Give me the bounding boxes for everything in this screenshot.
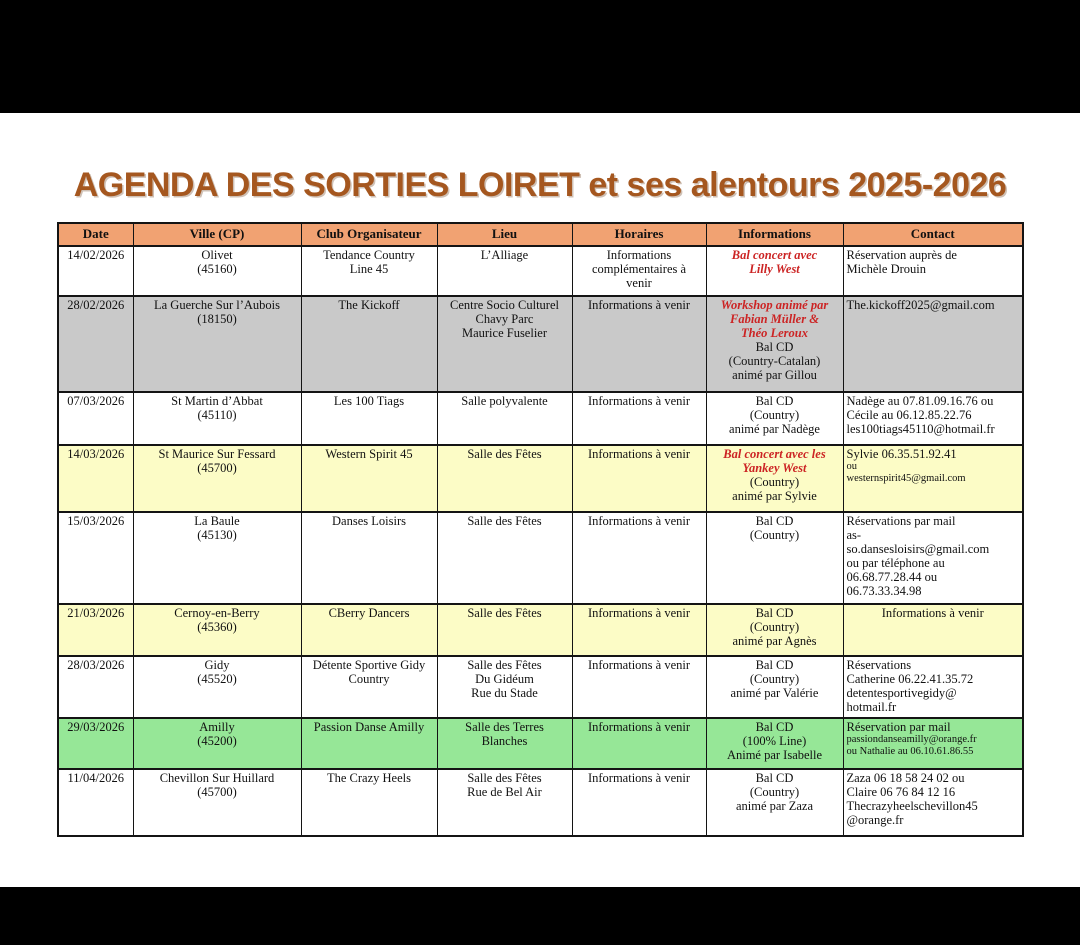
text-line: Claire 06 76 84 12 16 xyxy=(846,784,956,799)
cell-infos xyxy=(706,296,843,392)
cell-lieu xyxy=(437,392,572,445)
text-line: The.kickoff2025@gmail.com xyxy=(846,297,995,312)
page-title: AGENDA DES SORTIES LOIRET et ses alentours 2025-2026 xyxy=(73,166,1007,204)
text-line: 28/02/2026 xyxy=(67,297,125,312)
text-line: hotmail.fr xyxy=(846,699,897,714)
cell-horaires xyxy=(572,512,706,604)
cell-club xyxy=(301,512,437,604)
text-line: 06.73.33.34.98 xyxy=(846,583,922,598)
cell-contact xyxy=(843,296,1023,392)
cell-date xyxy=(58,296,133,392)
cell-contact xyxy=(843,604,1023,656)
text-line: animé par Agnès xyxy=(732,633,817,648)
text-line: Passion Danse Amilly xyxy=(313,719,425,734)
cell-lieu xyxy=(437,445,572,512)
text-line: (45520) xyxy=(197,671,237,686)
cell-ville xyxy=(133,604,301,656)
text-line: @orange.fr xyxy=(846,812,904,827)
letterbox-top-bar xyxy=(0,0,1080,113)
cell-contact xyxy=(843,445,1023,512)
cell-club xyxy=(301,769,437,836)
cell-lieu xyxy=(437,718,572,769)
text-line: ou par téléphone au xyxy=(846,555,945,570)
cell-ville xyxy=(133,296,301,392)
text-line: 07/03/2026 xyxy=(67,393,125,408)
text-line: 21/03/2026 xyxy=(67,605,125,620)
text-line: (45700) xyxy=(197,460,237,475)
text-line: Western Spirit 45 xyxy=(325,446,413,461)
cell-date xyxy=(58,656,133,718)
table-row xyxy=(58,718,1023,769)
text-line: Salle des Fêtes xyxy=(467,657,542,672)
cell-ville xyxy=(133,512,301,604)
text-line: passiondanseamilly@orange.fr xyxy=(846,733,977,745)
text-line: Réservations par mail xyxy=(846,513,956,528)
text-line: Chevillon Sur Huillard xyxy=(159,770,275,785)
cell-date xyxy=(58,718,133,769)
text-line: complémentaires à xyxy=(591,261,687,276)
highlight-text-line: Fabian Müller & xyxy=(730,311,819,326)
letterbox-bottom-bar xyxy=(0,887,1080,945)
text-line: Bal CD xyxy=(755,513,794,528)
table-row xyxy=(58,604,1023,656)
text-line: detentesportivegidy@ xyxy=(846,685,957,700)
text-line: 15/03/2026 xyxy=(67,513,125,528)
text-line: Informations à venir xyxy=(587,297,691,312)
table-row xyxy=(58,656,1023,718)
text-line: Olivet xyxy=(201,247,233,262)
document-page xyxy=(0,113,1080,887)
text-line: The Kickoff xyxy=(338,297,400,312)
text-line: (Country-Catalan) xyxy=(728,353,821,368)
text-line: Bal CD xyxy=(755,657,794,672)
cell-horaires xyxy=(572,718,706,769)
text-line: Les 100 Tiags xyxy=(333,393,405,408)
text-line: animé par Sylvie xyxy=(732,488,817,503)
highlight-text-line: Bal concert avec xyxy=(731,247,818,262)
text-line: (45130) xyxy=(197,527,237,542)
text-line: (Country) xyxy=(749,671,800,686)
text-line: CBerry Dancers xyxy=(328,605,410,620)
text-line: Bal CD xyxy=(755,393,794,408)
text-line: Réservation par mail xyxy=(846,719,951,734)
cell-club xyxy=(301,246,437,296)
text-line: La Baule xyxy=(194,513,240,528)
cell-infos xyxy=(706,656,843,718)
text-line: Maurice Fuselier xyxy=(461,325,548,340)
cell-ville xyxy=(133,445,301,512)
text-line: animé par Valérie xyxy=(730,685,819,700)
text-line: Informations à venir xyxy=(587,605,691,620)
text-line: Blanches xyxy=(481,733,528,748)
cell-club xyxy=(301,718,437,769)
text-line: ou Nathalie au 06.10.61.86.55 xyxy=(846,745,974,757)
column-header: Ville (CP) xyxy=(133,223,301,246)
text-line: (Country) xyxy=(749,527,800,542)
cell-contact xyxy=(843,392,1023,445)
text-line: animé par Zaza xyxy=(735,798,814,813)
cell-club xyxy=(301,296,437,392)
text-line: Rue du Stade xyxy=(471,685,538,700)
text-line: Catherine 06.22.41.35.72 xyxy=(846,671,974,686)
cell-infos xyxy=(706,769,843,836)
cell-date xyxy=(58,604,133,656)
text-line: Amilly xyxy=(199,719,235,734)
text-line: 11/04/2026 xyxy=(67,770,124,785)
text-line: 14/03/2026 xyxy=(67,446,125,461)
text-line: The Crazy Heels xyxy=(327,770,411,785)
cell-lieu xyxy=(437,246,572,296)
text-line: L’Alliage xyxy=(480,247,529,262)
text-line: Informations xyxy=(606,247,672,262)
text-line: (45700) xyxy=(197,784,237,799)
text-line: (45200) xyxy=(197,733,237,748)
cell-date xyxy=(58,246,133,296)
text-line: Du Gidéum xyxy=(475,671,534,686)
cell-contact xyxy=(843,246,1023,296)
text-line: Informations à venir xyxy=(881,605,984,620)
text-line: Informations à venir xyxy=(587,719,691,734)
text-line: Bal CD xyxy=(755,770,794,785)
cell-date xyxy=(58,769,133,836)
text-line: Bal CD xyxy=(755,339,794,354)
column-header: Lieu xyxy=(437,223,572,246)
cell-ville xyxy=(133,656,301,718)
table-row xyxy=(58,512,1023,604)
text-line: animé par Nadège xyxy=(729,421,820,436)
text-line: 29/03/2026 xyxy=(67,719,125,734)
text-line: Bal CD xyxy=(755,605,794,620)
text-line: Rue de Bel Air xyxy=(467,784,542,799)
text-line: Salle des Fêtes xyxy=(467,605,542,620)
cell-horaires xyxy=(572,604,706,656)
table-row xyxy=(58,769,1023,836)
cell-infos xyxy=(706,445,843,512)
text-line: (Country) xyxy=(749,407,800,422)
highlight-text-line: Lilly West xyxy=(749,261,800,276)
text-line: Bal CD xyxy=(755,719,794,734)
text-line: as- xyxy=(846,527,862,542)
text-line: 28/03/2026 xyxy=(67,657,125,672)
text-line: Michèle Drouin xyxy=(846,261,926,276)
cell-contact xyxy=(843,718,1023,769)
text-line: ou xyxy=(846,460,857,472)
text-line: (100% Line) xyxy=(742,733,807,748)
text-line: Sylvie 06.35.51.92.41 xyxy=(846,446,957,461)
table-row xyxy=(58,392,1023,445)
column-header: Club Organisateur xyxy=(301,223,437,246)
cell-lieu xyxy=(437,604,572,656)
column-header: Date xyxy=(58,223,133,246)
column-header: Horaires xyxy=(572,223,706,246)
text-line: Animé par Isabelle xyxy=(726,747,823,762)
cell-infos xyxy=(706,246,843,296)
text-line: Informations à venir xyxy=(587,770,691,785)
text-line: Gidy xyxy=(204,657,230,672)
cell-date xyxy=(58,445,133,512)
text-line: (45160) xyxy=(197,261,237,276)
text-line: Salle des Fêtes xyxy=(467,770,542,785)
text-line: Informations à venir xyxy=(587,657,691,672)
text-line: (Country) xyxy=(749,784,800,799)
cell-infos xyxy=(706,512,843,604)
cell-contact xyxy=(843,656,1023,718)
text-line: St Martin d’Abbat xyxy=(171,393,263,408)
cell-lieu xyxy=(437,512,572,604)
cell-lieu xyxy=(437,656,572,718)
cell-club xyxy=(301,445,437,512)
text-line: (Country) xyxy=(749,474,800,489)
cell-ville xyxy=(133,246,301,296)
text-line: venir xyxy=(626,275,652,290)
cell-ville xyxy=(133,718,301,769)
text-line: (Country) xyxy=(749,619,800,634)
text-line: (45110) xyxy=(197,407,237,422)
cell-contact xyxy=(843,512,1023,604)
text-line: Tendance Country xyxy=(323,247,415,262)
text-line: Chavy Parc xyxy=(475,311,534,326)
cell-horaires xyxy=(572,296,706,392)
cell-horaires xyxy=(572,656,706,718)
text-line: Danses Loisirs xyxy=(332,513,406,528)
text-line: Salle des Terres xyxy=(465,719,544,734)
text-line: La Guerche Sur l’Aubois xyxy=(153,297,280,312)
text-line: 06.68.77.28.44 ou xyxy=(846,569,938,584)
text-line: Salle polyvalente xyxy=(461,393,548,408)
text-line: Salle des Fêtes xyxy=(467,513,542,528)
cell-contact xyxy=(843,769,1023,836)
cell-lieu xyxy=(437,769,572,836)
text-line: Réservation auprès de xyxy=(846,247,957,262)
cell-horaires xyxy=(572,445,706,512)
text-line: westernspirit45@gmail.com xyxy=(846,472,966,484)
cell-date xyxy=(58,512,133,604)
text-line: Cernoy-en-Berry xyxy=(174,605,260,620)
text-line: (45360) xyxy=(197,619,237,634)
text-line: les100tiags45110@hotmail.fr xyxy=(846,421,995,436)
highlight-text-line: Workshop animé par xyxy=(720,297,829,312)
cell-date xyxy=(58,392,133,445)
table-row xyxy=(58,246,1023,296)
cell-ville xyxy=(133,769,301,836)
text-line: St Maurice Sur Fessard xyxy=(158,446,276,461)
cell-horaires xyxy=(572,392,706,445)
text-line: so.dansesloisirs@gmail.com xyxy=(846,541,990,556)
cell-infos xyxy=(706,392,843,445)
header-row xyxy=(58,223,1023,246)
text-line: Centre Socio Culturel xyxy=(449,297,559,312)
text-line: Nadège au 07.81.09.16.76 ou xyxy=(846,393,994,408)
text-line: Informations à venir xyxy=(587,513,691,528)
text-line: Salle des Fêtes xyxy=(467,446,542,461)
cell-horaires xyxy=(572,769,706,836)
cell-lieu xyxy=(437,296,572,392)
text-line: Country xyxy=(348,671,390,686)
cell-ville xyxy=(133,392,301,445)
highlight-text-line: Bal concert avec les xyxy=(723,446,826,461)
agenda-table xyxy=(57,222,1024,837)
text-line: Line 45 xyxy=(349,261,389,276)
highlight-text-line: Théo Leroux xyxy=(740,325,808,340)
cell-horaires xyxy=(572,246,706,296)
text-line: Réservations xyxy=(846,657,912,672)
cell-club xyxy=(301,656,437,718)
table-row xyxy=(58,445,1023,512)
text-line: Zaza 06 18 58 24 02 ou xyxy=(846,770,965,785)
text-line: Informations à venir xyxy=(587,446,691,461)
text-line: Thecrazyheelschevillon45 xyxy=(846,798,978,813)
cell-club xyxy=(301,392,437,445)
text-line: animé par Gillou xyxy=(732,367,817,382)
text-line: 14/02/2026 xyxy=(67,247,125,262)
text-line: Informations à venir xyxy=(587,393,691,408)
text-line: Détente Sportive Gidy xyxy=(312,657,426,672)
highlight-text-line: Yankey West xyxy=(742,460,807,475)
text-line: (18150) xyxy=(197,311,237,326)
cell-infos xyxy=(706,718,843,769)
column-header: Contact xyxy=(843,223,1023,246)
column-header: Informations xyxy=(706,223,843,246)
table-row xyxy=(58,296,1023,392)
text-line: Cécile au 06.12.85.22.76 xyxy=(846,407,972,422)
cell-infos xyxy=(706,604,843,656)
cell-club xyxy=(301,604,437,656)
